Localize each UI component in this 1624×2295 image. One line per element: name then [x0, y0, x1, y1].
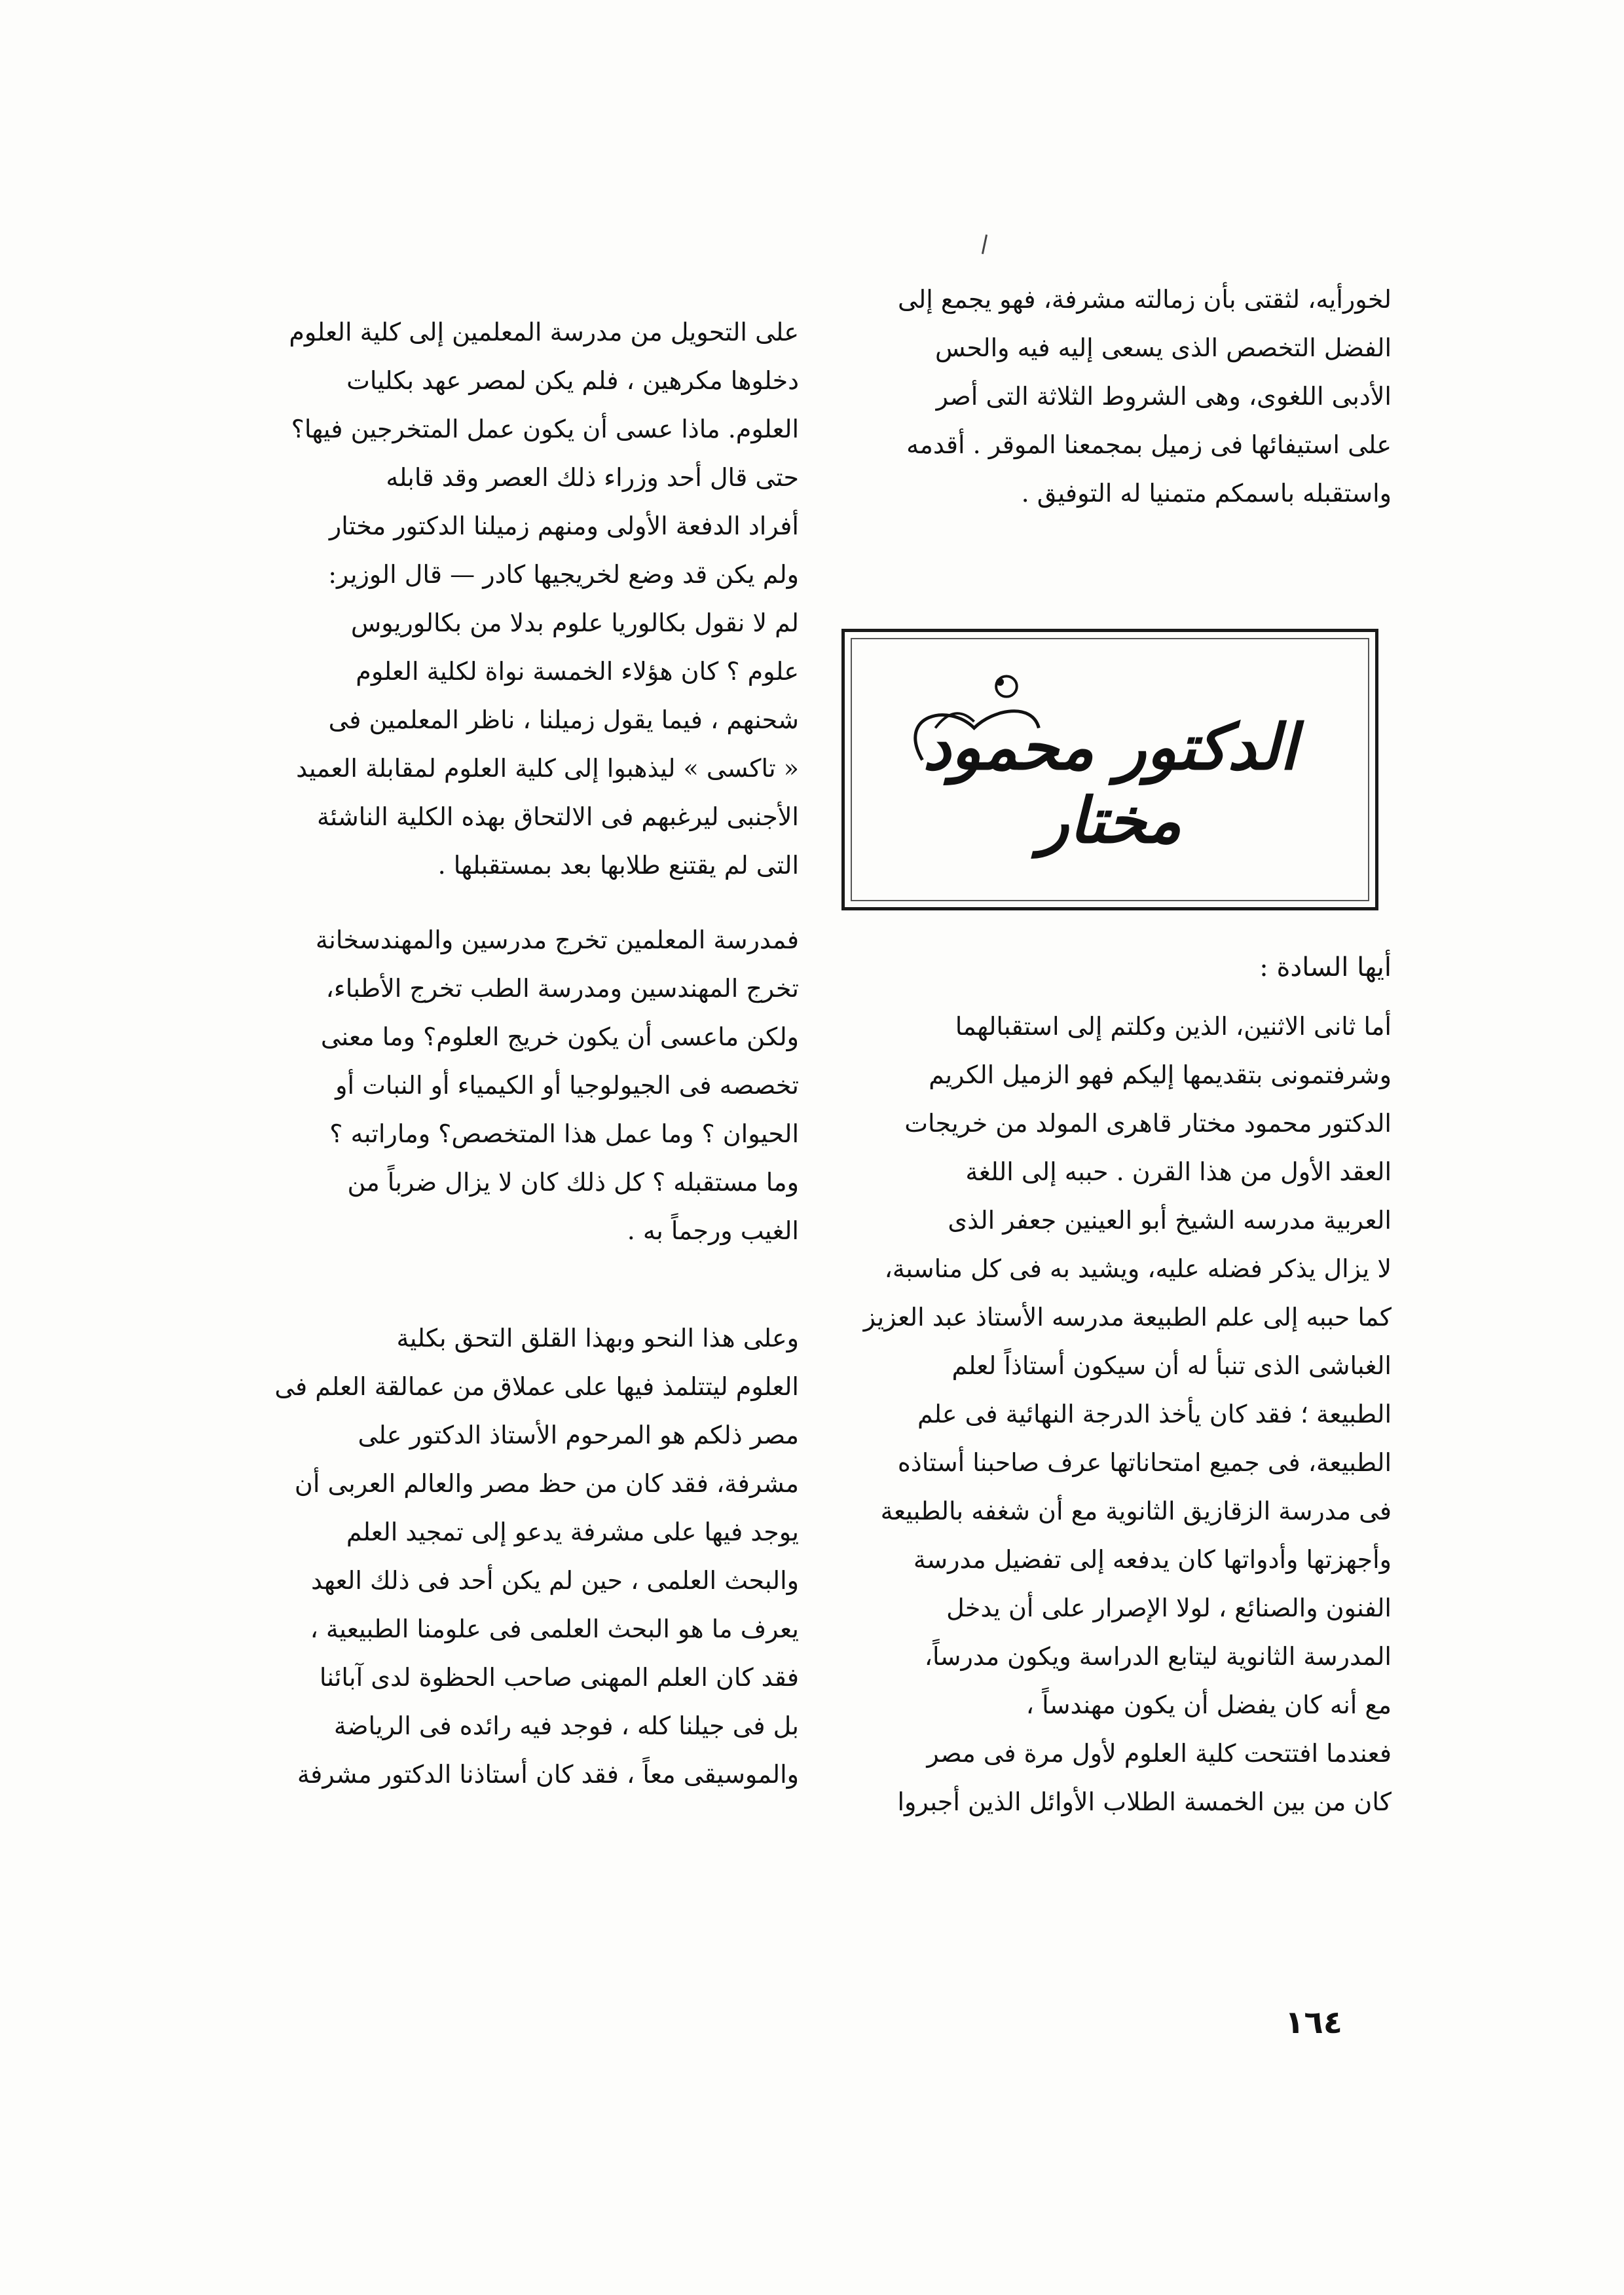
text-line: كما حببه إلى علم الطبيعة مدرسه الأستاذ عبد العزيز	[863, 1303, 1392, 1332]
text-line: شحنهم ، فيما يقول زميلنا ، ناظر المعلمين فى	[328, 705, 799, 734]
text-line: يوجد فيها على مشرفة يدعو إلى تمجيد العلم	[346, 1518, 799, 1546]
text-line: مع أنه كان يفضل أن يكون مهندساً ،	[1025, 1690, 1392, 1719]
text-line: تخرج المهندسين ومدرسة الطب تخرج الأطباء،	[325, 974, 799, 1003]
title-heading: الدكتور محمود مختار	[923, 711, 1297, 857]
text-line: وشرفتمونى بتقديمها إليكم فهو الزميل الكريم	[929, 1060, 1392, 1089]
text-line: العلوم. ماذا عسى أن يكون عمل المتخرجين فيها؟	[291, 415, 799, 443]
text-line: والموسيقى معاً ، فقد كان أستاذنا الدكتور مشرفة	[297, 1760, 799, 1789]
address-line: أيها السادة :	[1259, 952, 1392, 982]
text-line: تخصصه فى الجيولوجيا أو الكيمياء أو النبات أو	[335, 1071, 799, 1100]
text-line: مشرفة، فقد كان من حظ مصر والعالم العربى أن	[294, 1469, 799, 1498]
text-line: بل فى جيلنا كله ، فوجد فيه رائده فى الرياضة	[333, 1711, 799, 1740]
text-line: حتى قال أحد وزراء ذلك العصر وقد قابله	[386, 463, 799, 492]
text-line: على التحويل من مدرسة المعلمين إلى كلية العلوم	[289, 318, 799, 346]
text-line: ولكن ماعسى أن يكون خريج العلوم؟ وما معنى	[320, 1022, 799, 1051]
text-line: العقد الأول من هذا القرن . حببه إلى اللغة	[965, 1157, 1392, 1186]
text-line: أما ثانى الاثنين، الذين وكلتم إلى استقبالهما	[955, 1012, 1392, 1041]
text-line: يعرف ما هو البحث العلمى فى علومنا الطبيعية ،	[310, 1614, 799, 1643]
text-line: الغباشى الذى تنبأ له أن سيكون أستاذاً لعلم	[951, 1351, 1392, 1380]
text-line: وعلى هذا النحو وبهذا القلق التحق بكلية	[396, 1324, 799, 1353]
left-paragraph-3	[223, 1314, 799, 1799]
text-line: الأدبى اللغوى، وهى الشروط الثلاثة التى أصر	[936, 382, 1392, 411]
text-line: المدرسة الثانوية ليتابع الدراسة ويكون مدرساً،	[924, 1642, 1392, 1671]
text-line: لا يزال يذكر فضله عليه، ويشيد به فى كل مناسبة،	[884, 1254, 1392, 1283]
text-line: علوم ؟ كان هؤلاء الخمسة نواة لكلية العلوم	[356, 657, 799, 686]
left-column	[223, 308, 799, 1799]
title-box	[841, 629, 1378, 910]
text-line: العلوم ليتتلمذ فيها على عملاق من عمالقة العلم فى	[274, 1372, 799, 1401]
left-paragraph-1	[223, 308, 799, 889]
text-line: مصر ذلكم هو المرحوم الأستاذ الدكتور على	[358, 1421, 799, 1449]
text-line: وما مستقبله ؟ كل ذلك كان لا يزال ضرباً من	[347, 1168, 799, 1197]
text-line: الطبيعة ؛ فقد كان يأخذ الدرجة النهائية فى علم	[917, 1400, 1392, 1428]
text-line: واستقبله باسمكم متمنيا له التوفيق .	[1021, 479, 1392, 508]
text-line: كان من بين الخمسة الطلاب الأوائل الذين أجبروا	[897, 1787, 1392, 1816]
text-line: الأجنبى ليرغبهم فى الالتحاق بهذه الكلية الناشئة	[316, 802, 799, 831]
text-line: دخلوها مكرهين ، فلم يكن لمصر عهد بكليات	[346, 366, 799, 395]
page-mark	[982, 234, 987, 254]
text-line: الحيوان ؟ وما عمل هذا المتخصص؟ وماراتبه ؟	[329, 1119, 799, 1148]
text-line: ولم يكن قد وضع لخريجيها كادر — قال الوزير:	[328, 560, 799, 589]
text-line: أفراد الدفعة الأولى ومنهم زميلنا الدكتور مختار	[329, 512, 799, 540]
text-line: التى لم يقتنع طلابها بعد بمستقبلها .	[437, 851, 799, 880]
left-paragraph-2	[223, 916, 799, 1255]
page-number: ١٦٤	[1285, 2004, 1342, 2041]
text-line: فى مدرسة الزقازيق الثانوية مع أن شغفه بالطبيعة	[880, 1497, 1392, 1525]
text-line: الدكتور محمود مختار قاهرى المولد من خريجات	[904, 1109, 1392, 1138]
text-line: « تاكسى » ليذهبوا إلى كلية العلوم لمقابلة العميد	[296, 754, 799, 783]
right-column-body	[828, 1002, 1392, 1826]
text-line: فعندما افتتحت كلية العلوم لأول مرة فى مصر	[927, 1739, 1392, 1768]
text-line: فمدرسة المعلمين تخرج مدرسين والمهندسخانة	[315, 925, 799, 954]
text-line: الغيب ورجماً به .	[627, 1216, 799, 1245]
text-line: لخورأيه، لثقتى بأن زمالته مشرفة، فهو يجمع إلى	[897, 285, 1392, 314]
text-line: الفضل التخصص الذى يسعى إليه فيه والحس	[935, 333, 1392, 362]
text-line: لم لا نقول بكالوريا علوم بدلا من بكالوريوس	[350, 608, 799, 637]
text-line: الفنون والصنائع ، لولا الإصرار على أن يدخل	[946, 1594, 1392, 1622]
text-line: والبحث العلمى ، حين لم يكن أحد فى ذلك العهد	[311, 1566, 799, 1595]
text-line: على استيفائها فى زميل بمجمعنا الموقر . أقدمه	[906, 430, 1392, 459]
text-line: وأجهزتها وأدواتها كان يدفعه إلى تفضيل مدرسة	[913, 1545, 1392, 1574]
text-line: الطبيعة، فى جميع امتحاناتها عرف صاحبنا أستاذه	[897, 1448, 1392, 1477]
text-line: فقد كان العلم المهنى صاحب الحظوة لدى آبائنا	[319, 1663, 799, 1692]
right-column-intro	[828, 275, 1392, 517]
text-line: العربية مدرسه الشيخ أبو العينين جعفر الذى	[948, 1206, 1392, 1235]
